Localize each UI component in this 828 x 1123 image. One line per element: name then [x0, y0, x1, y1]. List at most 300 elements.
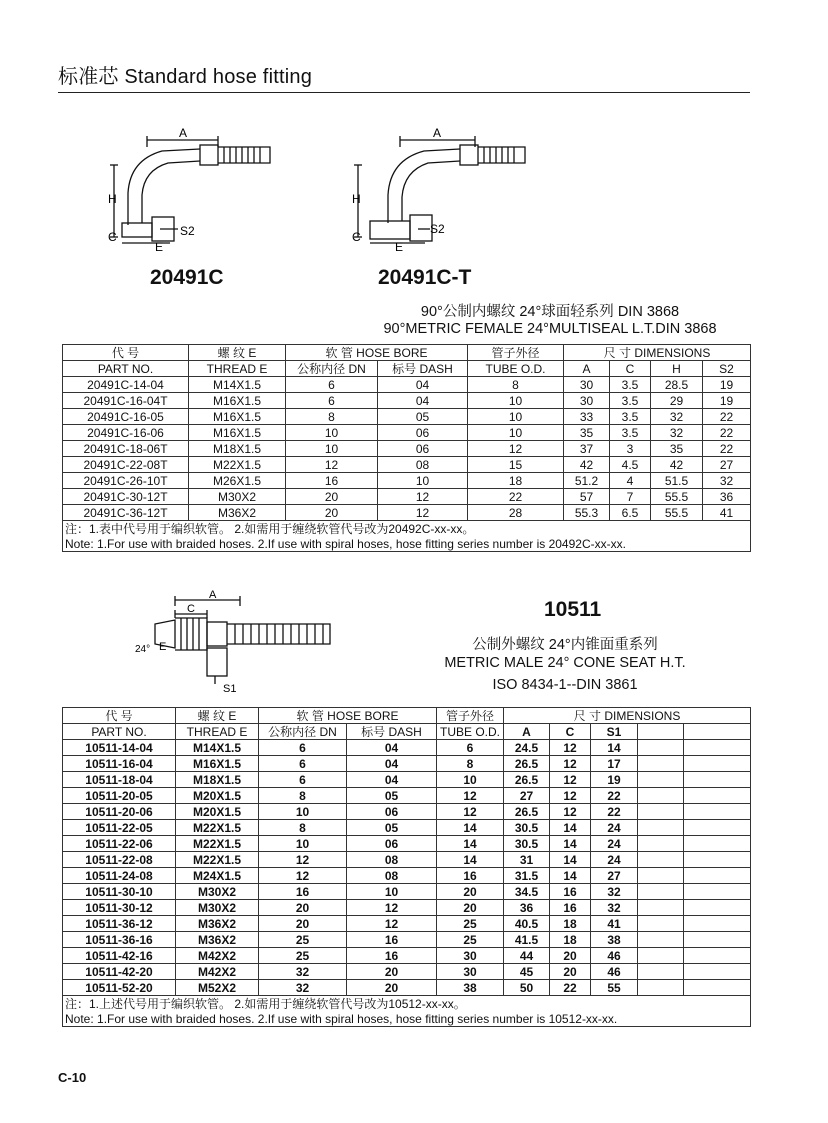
table-cell: 3.5	[610, 377, 651, 393]
table-cell: 38	[591, 932, 638, 948]
table-cell: 17	[591, 756, 638, 772]
table-cell: 06	[347, 804, 437, 820]
col-hose-bore: 软 管 HOSE BORE	[286, 345, 468, 361]
table-cell: 10511-52-20	[63, 980, 176, 996]
table-cell-empty	[684, 788, 751, 804]
table-cell: 24	[591, 852, 638, 868]
table-cell: 18	[550, 916, 591, 932]
table-cell: 6	[286, 377, 378, 393]
table-cell: 6	[259, 772, 347, 788]
table-cell: 38	[437, 980, 504, 996]
table-cell: 30	[437, 964, 504, 980]
fitting-10511-drawing	[135, 588, 340, 698]
table-cell-empty	[684, 804, 751, 820]
page-number: C-10	[58, 1070, 87, 1085]
table-cell-empty	[638, 756, 684, 772]
table-cell: 10511-36-12	[63, 916, 176, 932]
table-row	[63, 980, 751, 996]
table-cell: M30X2	[176, 900, 259, 916]
table-cell: 6	[259, 740, 347, 756]
table-cell: M14X1.5	[189, 377, 286, 393]
table-cell: 20	[347, 964, 437, 980]
col-thread-e: THREAD E	[189, 361, 286, 377]
table-cell: 31.5	[504, 868, 550, 884]
table-cell-empty	[684, 900, 751, 916]
table-cell: 22	[468, 489, 564, 505]
table-cell: 6	[259, 756, 347, 772]
table-cell: M36X2	[189, 505, 286, 521]
table-cell: 12	[550, 788, 591, 804]
table-cell: 6.5	[610, 505, 651, 521]
table-row	[63, 948, 751, 964]
table-cell: 24	[591, 836, 638, 852]
table-cell: 16	[286, 473, 378, 489]
table-cell: 8	[286, 409, 378, 425]
table-cell: 30	[564, 393, 610, 409]
table-cell: 50	[504, 980, 550, 996]
table-cell: 10	[468, 393, 564, 409]
table-cell: 10511-20-06	[63, 804, 176, 820]
table-cell: M30X2	[189, 489, 286, 505]
table-cell: 55.5	[651, 489, 703, 505]
table-cell: 10	[259, 804, 347, 820]
table-cell: 41	[703, 505, 751, 521]
table-cell: 25	[259, 948, 347, 964]
table-cell: 55.3	[564, 505, 610, 521]
table-cell: 19	[703, 393, 751, 409]
table-cell: 22	[703, 409, 751, 425]
table-cell: M30X2	[176, 884, 259, 900]
table-cell: M36X2	[176, 932, 259, 948]
col-s1: S1	[591, 724, 638, 740]
table-cell: M22X1.5	[176, 820, 259, 836]
table-cell: 24.5	[504, 740, 550, 756]
table-cell-empty	[684, 852, 751, 868]
table-cell: M36X2	[176, 916, 259, 932]
table-cell: 12	[437, 788, 504, 804]
table-cell: M16X1.5	[176, 756, 259, 772]
table-cell: 28	[468, 505, 564, 521]
table-row	[63, 377, 751, 393]
table-cell: 06	[378, 425, 468, 441]
table-cell: 37	[564, 441, 610, 457]
table-cell: 12	[378, 489, 468, 505]
table-cell: 6	[437, 740, 504, 756]
table-cell: 25	[437, 932, 504, 948]
col-dash: 标号 DASH	[347, 724, 437, 740]
header-divider	[58, 92, 750, 93]
spec-table-20491c	[62, 344, 751, 552]
table-cell: M22X1.5	[189, 457, 286, 473]
table-cell: 36	[504, 900, 550, 916]
page-title: 标准芯 Standard hose fitting	[58, 66, 313, 88]
model-20491c-t: 20491C-T	[378, 266, 472, 289]
table-cell: 14	[550, 852, 591, 868]
table-cell: 33	[564, 409, 610, 425]
table-cell: 46	[591, 964, 638, 980]
label-c: C	[352, 230, 361, 244]
label-e: E	[395, 240, 404, 254]
table-cell: 12	[550, 772, 591, 788]
table-cell: 14	[550, 820, 591, 836]
table-cell: 22	[550, 980, 591, 996]
table-cell-empty	[684, 932, 751, 948]
col-thread-e: THREAD E	[176, 724, 259, 740]
table-cell: 32	[591, 900, 638, 916]
table-cell: 14	[437, 852, 504, 868]
note-cn: 注：1.表中代号用于编织软管。 2.如需用于缠绕软管代号改为20492C-xx-xx。	[63, 521, 751, 537]
model-20491c: 20491C	[150, 266, 224, 289]
table-cell: 12	[286, 457, 378, 473]
table-cell: 32	[703, 473, 751, 489]
col-c: C	[550, 724, 591, 740]
label-c: C	[187, 603, 195, 615]
table-row	[63, 820, 751, 836]
table-cell: 36	[703, 489, 751, 505]
table-cell-empty	[638, 804, 684, 820]
table-cell: 05	[378, 409, 468, 425]
table-cell: 30	[564, 377, 610, 393]
table-cell: M18X1.5	[189, 441, 286, 457]
table-cell: 6	[286, 393, 378, 409]
table-cell: 20	[437, 884, 504, 900]
table-cell: 3	[610, 441, 651, 457]
table-cell: M42X2	[176, 948, 259, 964]
section2-desc-cn: 公制外螺纹 24°内锥面重系列	[472, 637, 658, 653]
table-cell: 32	[259, 964, 347, 980]
table-row	[63, 884, 751, 900]
col-dn: 公称内径 DN	[259, 724, 347, 740]
table-cell: 12	[437, 804, 504, 820]
table-cell: 26.5	[504, 804, 550, 820]
table-cell: 3.5	[610, 425, 651, 441]
table-cell: 10511-22-06	[63, 836, 176, 852]
col-thread-cn: 螺 纹 E	[176, 708, 259, 724]
table-row	[63, 457, 751, 473]
table-cell: 16	[259, 884, 347, 900]
table-cell: 10511-22-08	[63, 852, 176, 868]
col-tube-od: TUBE O.D.	[437, 724, 504, 740]
table-cell: 20491C-18-06T	[63, 441, 189, 457]
table-cell: 22	[703, 441, 751, 457]
table-cell: M24X1.5	[176, 868, 259, 884]
col-part-no: PART NO.	[63, 361, 189, 377]
table-cell: 22	[591, 788, 638, 804]
table-cell-empty	[684, 756, 751, 772]
table-cell: 10511-42-16	[63, 948, 176, 964]
label-h: H	[352, 192, 361, 206]
table-cell-empty	[684, 820, 751, 836]
table-cell: 20491C-16-04T	[63, 393, 189, 409]
label-a: A	[179, 126, 188, 140]
table-cell: 3.5	[610, 409, 651, 425]
fitting-20491c-t-drawing	[340, 125, 540, 255]
section2-desc-en: METRIC MALE 24° CONE SEAT H.T.	[444, 655, 686, 671]
table-cell: 14	[591, 740, 638, 756]
label-angle: 24°	[135, 644, 151, 655]
table-cell: 10511-36-16	[63, 932, 176, 948]
table-cell: 10	[437, 772, 504, 788]
col-dash: 标号 DASH	[378, 361, 468, 377]
table-cell-empty	[638, 884, 684, 900]
table-cell: 12	[550, 756, 591, 772]
table-cell: 20	[259, 916, 347, 932]
table-cell: 10	[468, 425, 564, 441]
table-cell: M16X1.5	[189, 409, 286, 425]
table-cell: 4.5	[610, 457, 651, 473]
table-cell: 08	[347, 868, 437, 884]
table-cell: M16X1.5	[189, 393, 286, 409]
table-cell: 12	[347, 900, 437, 916]
table-cell: 05	[347, 788, 437, 804]
table-cell-empty	[684, 772, 751, 788]
table-cell-empty	[684, 868, 751, 884]
label-a: A	[433, 126, 442, 140]
table-cell: 57	[564, 489, 610, 505]
col-h: H	[651, 361, 703, 377]
table-cell: 20	[259, 900, 347, 916]
table-cell: 24	[591, 820, 638, 836]
table-cell: 20	[286, 505, 378, 521]
table-cell: 10	[468, 409, 564, 425]
table-cell: 4	[610, 473, 651, 489]
table-row	[63, 393, 751, 409]
table-row	[63, 772, 751, 788]
table-cell: 20	[437, 900, 504, 916]
col-empty	[638, 724, 684, 740]
table-cell-empty	[638, 948, 684, 964]
table-cell: M20X1.5	[176, 804, 259, 820]
table-cell-empty	[638, 852, 684, 868]
table-cell: 3.5	[610, 393, 651, 409]
col-dimensions: 尺 寸 DIMENSIONS	[504, 708, 751, 724]
table-cell: M42X2	[176, 964, 259, 980]
col-tube-cn: 管子外径	[437, 708, 504, 724]
note-en: Note: 1.For use with braided hoses. 2.If use with spiral hoses, hose fitting series number is 20492C-xx-xx.	[63, 536, 751, 552]
table-cell-empty	[638, 900, 684, 916]
table-cell-empty	[638, 932, 684, 948]
table-cell: 12	[259, 852, 347, 868]
table-cell: 8	[259, 820, 347, 836]
table-cell-empty	[638, 740, 684, 756]
table-cell: 18	[550, 932, 591, 948]
table-cell: 55	[591, 980, 638, 996]
col-a: A	[564, 361, 610, 377]
table-cell: 32	[259, 980, 347, 996]
table-cell: 8	[259, 788, 347, 804]
label-s2: S2	[430, 222, 445, 236]
table-cell: 35	[564, 425, 610, 441]
table-row	[63, 868, 751, 884]
table-cell: 41.5	[504, 932, 550, 948]
col-dimensions: 尺 寸 DIMENSIONS	[564, 345, 751, 361]
table-cell: 04	[378, 377, 468, 393]
table-cell-empty	[684, 740, 751, 756]
col-part-cn: 代 号	[63, 708, 176, 724]
table-cell: 41	[591, 916, 638, 932]
table-cell: 30.5	[504, 836, 550, 852]
table-cell: 04	[347, 772, 437, 788]
table-cell: 10511-22-05	[63, 820, 176, 836]
table-cell: 32	[591, 884, 638, 900]
table-cell: 7	[610, 489, 651, 505]
table-cell: 14	[550, 836, 591, 852]
table-cell: 10511-20-05	[63, 788, 176, 804]
table-cell: 18	[468, 473, 564, 489]
table-cell: 35	[651, 441, 703, 457]
table-cell: 51.5	[651, 473, 703, 489]
col-a: A	[504, 724, 550, 740]
section1-desc-en: 90°METRIC FEMALE 24°MULTISEAL L.T.DIN 3868	[383, 321, 717, 337]
table-cell: 05	[347, 820, 437, 836]
table-cell: 40.5	[504, 916, 550, 932]
table-cell: 20491C-26-10T	[63, 473, 189, 489]
note-en: Note: 1.For use with braided hoses. 2.If use with spiral hoses, hose fitting series number is 10512-xx-xx.	[63, 1011, 751, 1027]
table-cell: 15	[468, 457, 564, 473]
label-c: C	[108, 230, 117, 244]
table-cell: 26.5	[504, 772, 550, 788]
note-cn: 注：1.上述代号用于编织软管。 2.如需用于缠绕软管代号改为10512-xx-xx。	[63, 996, 751, 1012]
table-cell: 46	[591, 948, 638, 964]
table-cell: 22	[703, 425, 751, 441]
table-cell: 25	[259, 932, 347, 948]
table-cell: 29	[651, 393, 703, 409]
table-cell: 20491C-16-05	[63, 409, 189, 425]
table-cell: 42	[651, 457, 703, 473]
table-row	[63, 441, 751, 457]
table-row	[63, 756, 751, 772]
table-cell-empty	[684, 980, 751, 996]
table-cell: 08	[347, 852, 437, 868]
table-cell: 10511-42-20	[63, 964, 176, 980]
table-cell: 19	[703, 377, 751, 393]
table-cell: M14X1.5	[176, 740, 259, 756]
table-cell: 14	[437, 836, 504, 852]
table-cell: 10511-18-04	[63, 772, 176, 788]
col-tube-cn: 管子外径	[468, 345, 564, 361]
col-tube-od: TUBE O.D.	[468, 361, 564, 377]
table-cell: 34.5	[504, 884, 550, 900]
fitting-20491c-drawing	[100, 125, 285, 255]
table-row	[63, 916, 751, 932]
table-cell: 28.5	[651, 377, 703, 393]
table-cell: 20	[550, 964, 591, 980]
table-cell: 10	[286, 441, 378, 457]
table-cell: 31	[504, 852, 550, 868]
table-cell: 10	[286, 425, 378, 441]
table-cell-empty	[684, 916, 751, 932]
table-row	[63, 473, 751, 489]
table-cell: 20491C-22-08T	[63, 457, 189, 473]
table-cell: M18X1.5	[176, 772, 259, 788]
table-cell: M22X1.5	[176, 836, 259, 852]
table-row	[63, 964, 751, 980]
section2-standard: ISO 8434-1--DIN 3861	[492, 677, 638, 693]
table-cell: 12	[378, 505, 468, 521]
table-cell-empty	[638, 964, 684, 980]
table-cell: 10511-30-12	[63, 900, 176, 916]
table-cell-empty	[638, 820, 684, 836]
table-cell: 12	[550, 740, 591, 756]
table-row	[63, 740, 751, 756]
table-row	[63, 852, 751, 868]
table-cell: M16X1.5	[189, 425, 286, 441]
table-cell: 8	[437, 756, 504, 772]
table-cell: 20	[286, 489, 378, 505]
table-cell: 22	[591, 804, 638, 820]
table-cell-empty	[638, 980, 684, 996]
table-cell-empty	[638, 788, 684, 804]
table-cell-empty	[684, 836, 751, 852]
table-cell: 10511-24-08	[63, 868, 176, 884]
table-cell: 20491C-14-04	[63, 377, 189, 393]
table-cell: 16	[347, 948, 437, 964]
table-cell: 16	[550, 884, 591, 900]
table-cell: 20	[550, 948, 591, 964]
table-row	[63, 836, 751, 852]
table-cell: 51.2	[564, 473, 610, 489]
table-row	[63, 425, 751, 441]
label-h: H	[108, 192, 117, 206]
table-cell: 04	[347, 740, 437, 756]
table-cell: 10511-16-04	[63, 756, 176, 772]
table-cell: 45	[504, 964, 550, 980]
table-cell: M20X1.5	[176, 788, 259, 804]
col-dn: 公称内径 DN	[286, 361, 378, 377]
table-cell: 42	[564, 457, 610, 473]
table-cell-empty	[638, 916, 684, 932]
table-cell: 08	[378, 457, 468, 473]
table-cell-empty	[684, 884, 751, 900]
table-cell: 10511-30-10	[63, 884, 176, 900]
table-cell: M26X1.5	[189, 473, 286, 489]
table-row	[63, 804, 751, 820]
table-cell: 12	[259, 868, 347, 884]
table-cell-empty	[638, 868, 684, 884]
spec-table-10511	[62, 707, 751, 1027]
table-cell: 30	[437, 948, 504, 964]
table-cell: 27	[504, 788, 550, 804]
table-cell: 14	[550, 868, 591, 884]
table-cell: 06	[347, 836, 437, 852]
table-cell: 12	[550, 804, 591, 820]
table-cell: 27	[703, 457, 751, 473]
table-cell: 55.5	[651, 505, 703, 521]
table-cell: 10	[378, 473, 468, 489]
col-s2: S2	[703, 361, 751, 377]
table-cell: 12	[468, 441, 564, 457]
col-empty	[684, 724, 751, 740]
table-cell: M52X2	[176, 980, 259, 996]
table-row	[63, 505, 751, 521]
table-cell: 20	[347, 980, 437, 996]
table-cell: 26.5	[504, 756, 550, 772]
col-c: C	[610, 361, 651, 377]
label-s1: S1	[223, 683, 237, 695]
table-cell: 04	[378, 393, 468, 409]
table-cell: 16	[550, 900, 591, 916]
col-hose-bore: 软 管 HOSE BORE	[259, 708, 437, 724]
table-cell: 10	[259, 836, 347, 852]
table-cell: 8	[468, 377, 564, 393]
table-row	[63, 900, 751, 916]
table-row	[63, 489, 751, 505]
table-cell: 20491C-36-12T	[63, 505, 189, 521]
table-cell: 27	[591, 868, 638, 884]
label-e: E	[159, 641, 167, 653]
table-cell: 14	[437, 820, 504, 836]
label-e: E	[155, 240, 164, 254]
